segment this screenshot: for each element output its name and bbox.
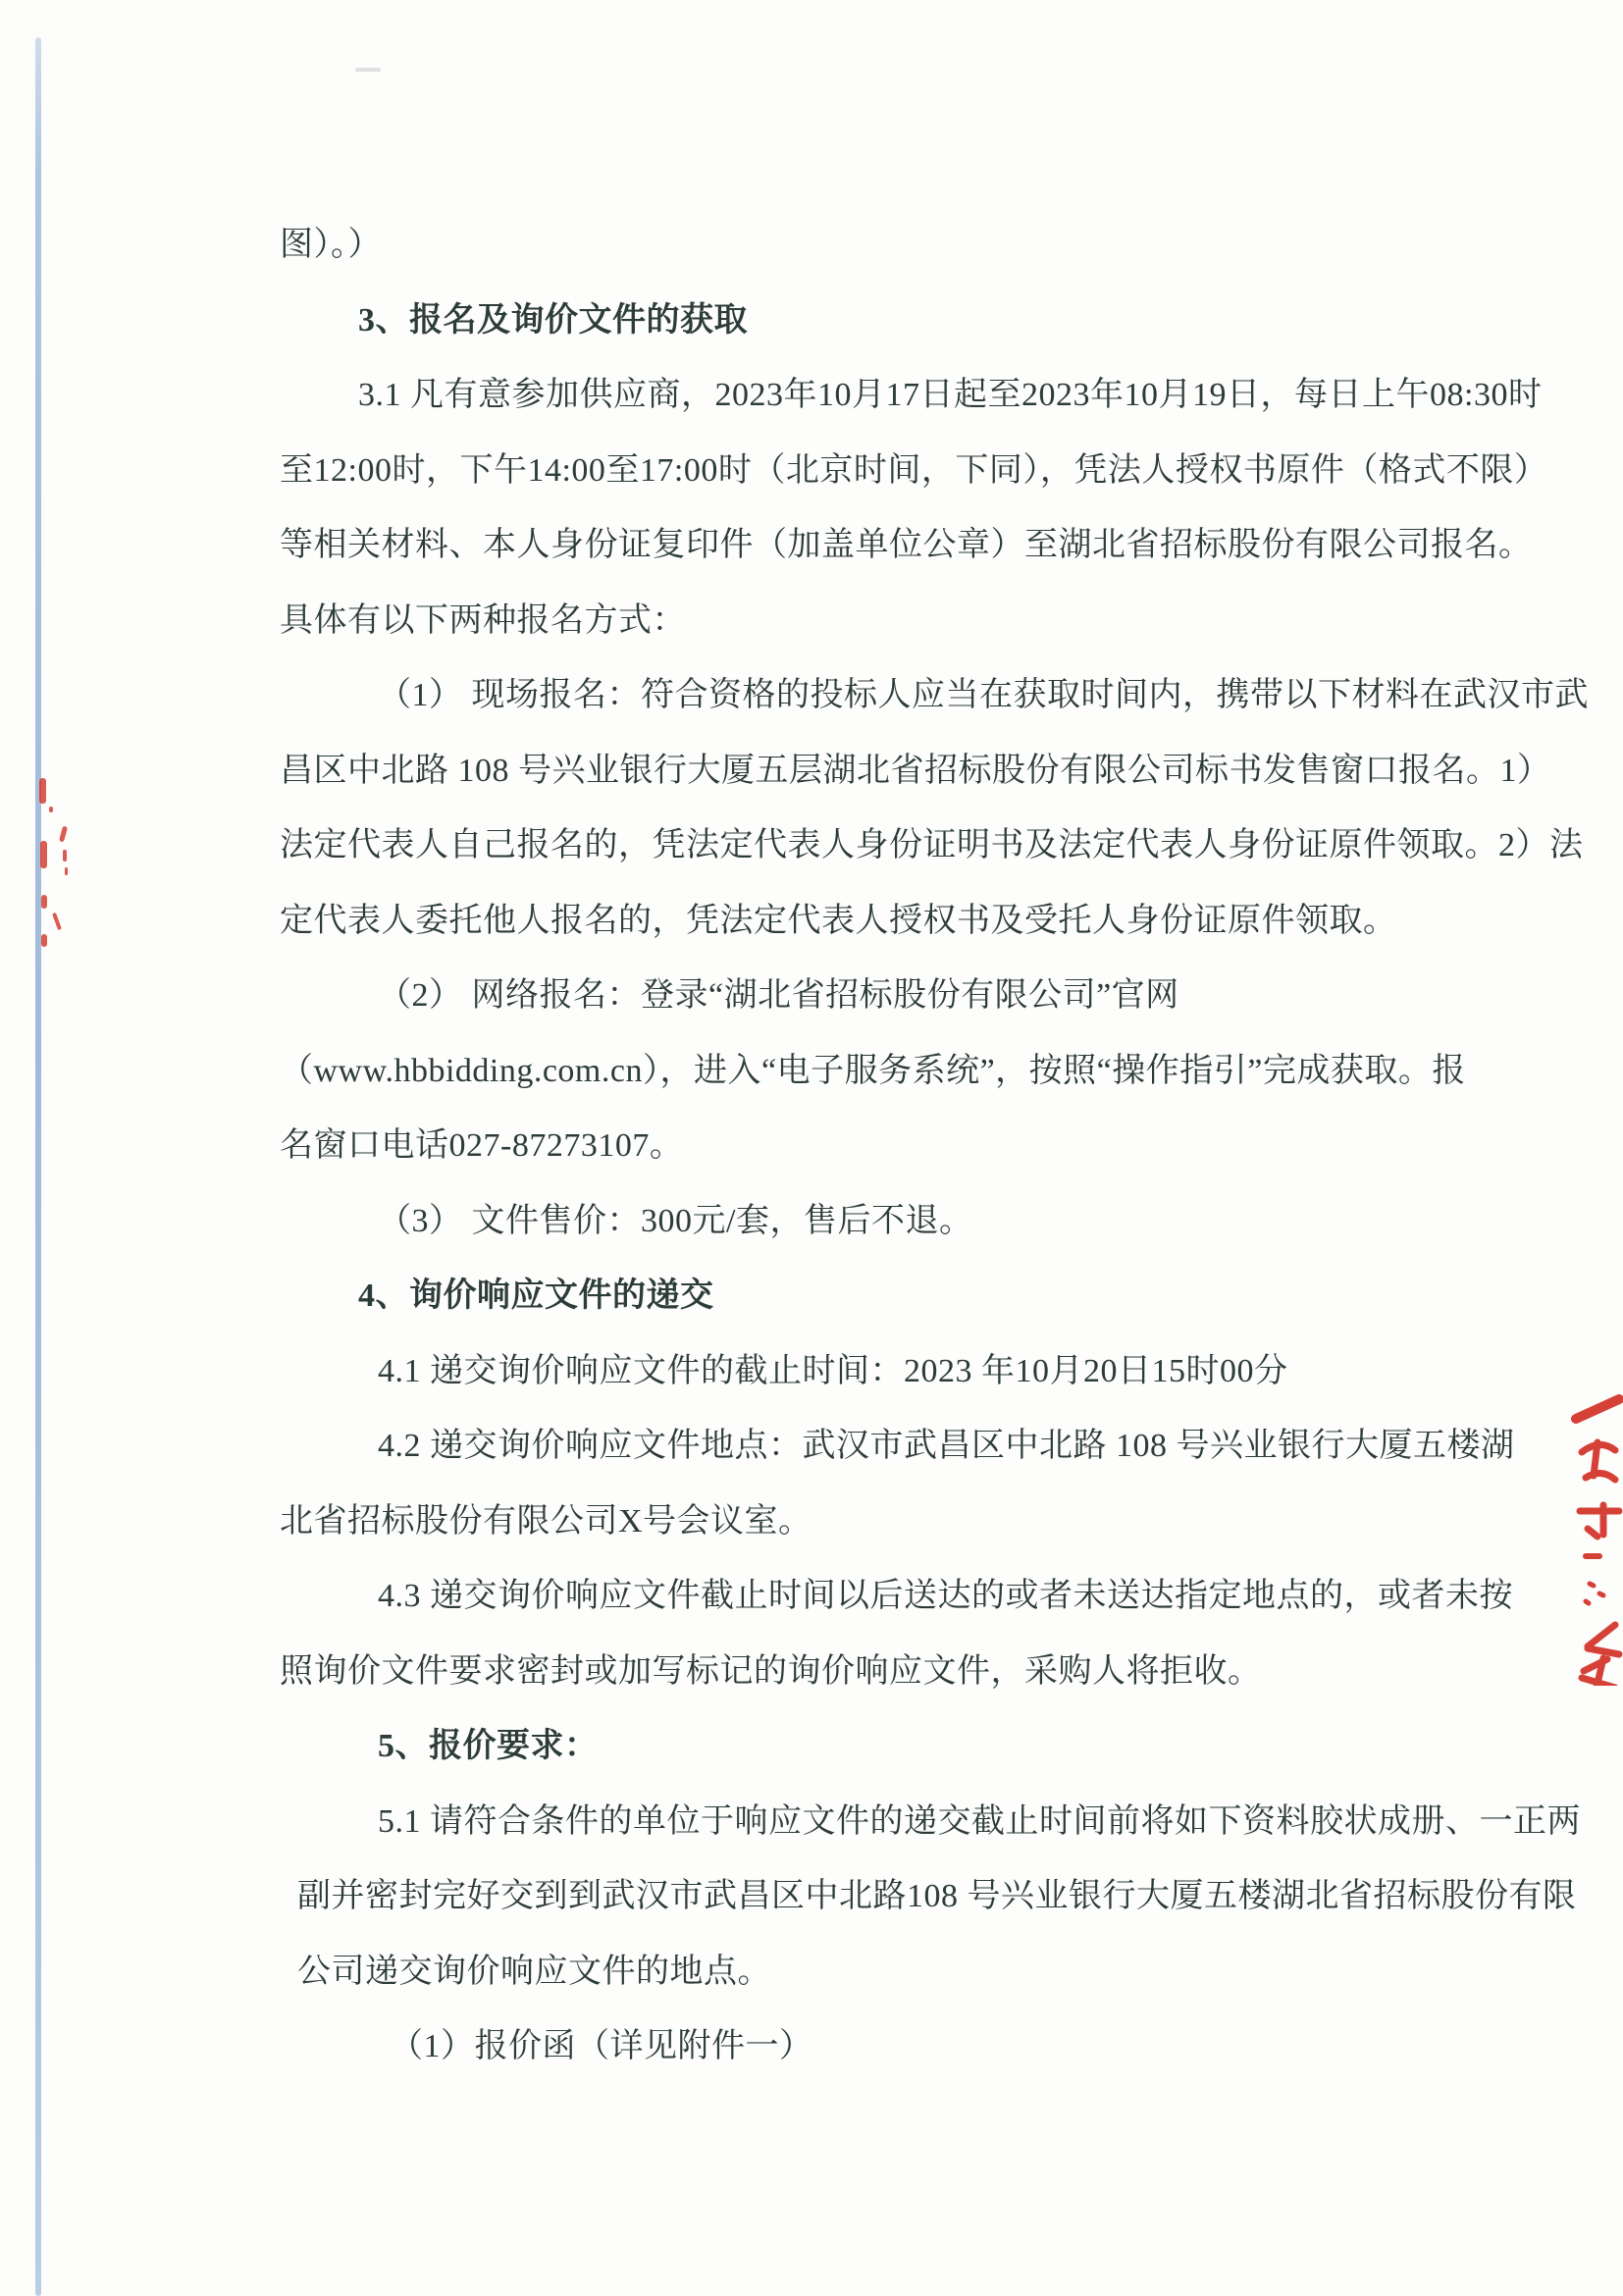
text-line: 5.1 请符合条件的单位于响应文件的递交截止时间前将如下资料胶状成册、一正两 (378, 1802, 1581, 1840)
text-line: 至12:00时，下午14:00至17:00时（北京时间，下同），凭法人授权书原件（格式不限） (280, 451, 1548, 489)
text-line: 3、报名及询价文件的获取 (358, 301, 748, 339)
red-ink-speck (40, 841, 47, 868)
red-ink-speck (65, 867, 68, 875)
text-line: 等相关材料、本人身份证复印件（加盖单位公章）至湖北省招标股份有限公司报名。 (280, 527, 1533, 563)
text-line: 5、报价要求： (378, 1728, 599, 1764)
red-ink-speck (63, 850, 67, 861)
red-ink-speck (39, 778, 46, 804)
text-line: （1）报价函（详见附件一） (390, 2028, 813, 2064)
text-line: 4、询价响应文件的递交 (358, 1278, 714, 1314)
text-line: 3.1 凡有意参加供应商，2023年10月17日起至2023年10月19日，每日上午08:30时 (358, 377, 1543, 413)
red-ink-speck (59, 826, 68, 843)
text-line: 4.2 递交询价响应文件地点：武汉市武昌区中北路 108 号兴业银行大厦五楼湖 (378, 1428, 1515, 1464)
red-stamp-fragment (1568, 1391, 1623, 1686)
text-line: （3） 文件售价：300元/套，售后不退。 (378, 1202, 973, 1239)
text-line: （www.hbbidding.com.cn），进入“电子服务系统”，按照“操作指引”完成获取。报 (280, 1052, 1466, 1089)
text-line: 北省招标股份有限公司X号会议室。 (280, 1502, 812, 1539)
text-line: 照询价文件要求密封或加写标记的询价响应文件，采购人将拒收。 (280, 1652, 1262, 1690)
red-ink-speck (41, 934, 47, 947)
text-line: 副并密封完好交到到武汉市武昌区中北路108 号兴业银行大厦五楼湖北省招标股份有限 (297, 1878, 1577, 1914)
text-line: 定代表人委托他人报名的，凭法定代表人授权书及受托人身份证原件领取。 (280, 902, 1397, 939)
text-line: 法定代表人自己报名的，凭法定代表人身份证明书及法定代表人身份证原件领取。2）法 (280, 827, 1584, 863)
text-line: 4.3 递交询价响应文件截止时间以后送达的或者未送达指定地点的，或者未按 (378, 1578, 1513, 1614)
text-line: 公司递交询价响应文件的地点。 (297, 1953, 771, 1990)
red-ink-speck (49, 807, 53, 812)
text-line: 图）。） (280, 227, 382, 263)
text-line: 具体有以下两种报名方式： (280, 601, 686, 639)
red-ink-speck (41, 895, 47, 909)
red-ink-speck (52, 913, 62, 930)
text-line: 昌区中北路 108 号兴业银行大厦五层湖北省招标股份有限公司标书发售窗口报名。1） (280, 752, 1551, 789)
text-line: （2） 网络报名：登录“湖北省招标股份有限公司”官网 (378, 977, 1179, 1014)
scan-binding-edge-line (35, 37, 41, 2296)
scan-smudge (355, 68, 381, 72)
text-line: 4.1 递交询价响应文件的截止时间：2023 年10月20日15时00分 (378, 1352, 1288, 1389)
document-text-block (280, 208, 1589, 2085)
text-line: （1） 现场报名：符合资格的投标人应当在获取时间内，携带以下材料在武汉市武 (378, 677, 1589, 713)
text-line: 名窗口电话027-87273107。 (280, 1127, 684, 1164)
